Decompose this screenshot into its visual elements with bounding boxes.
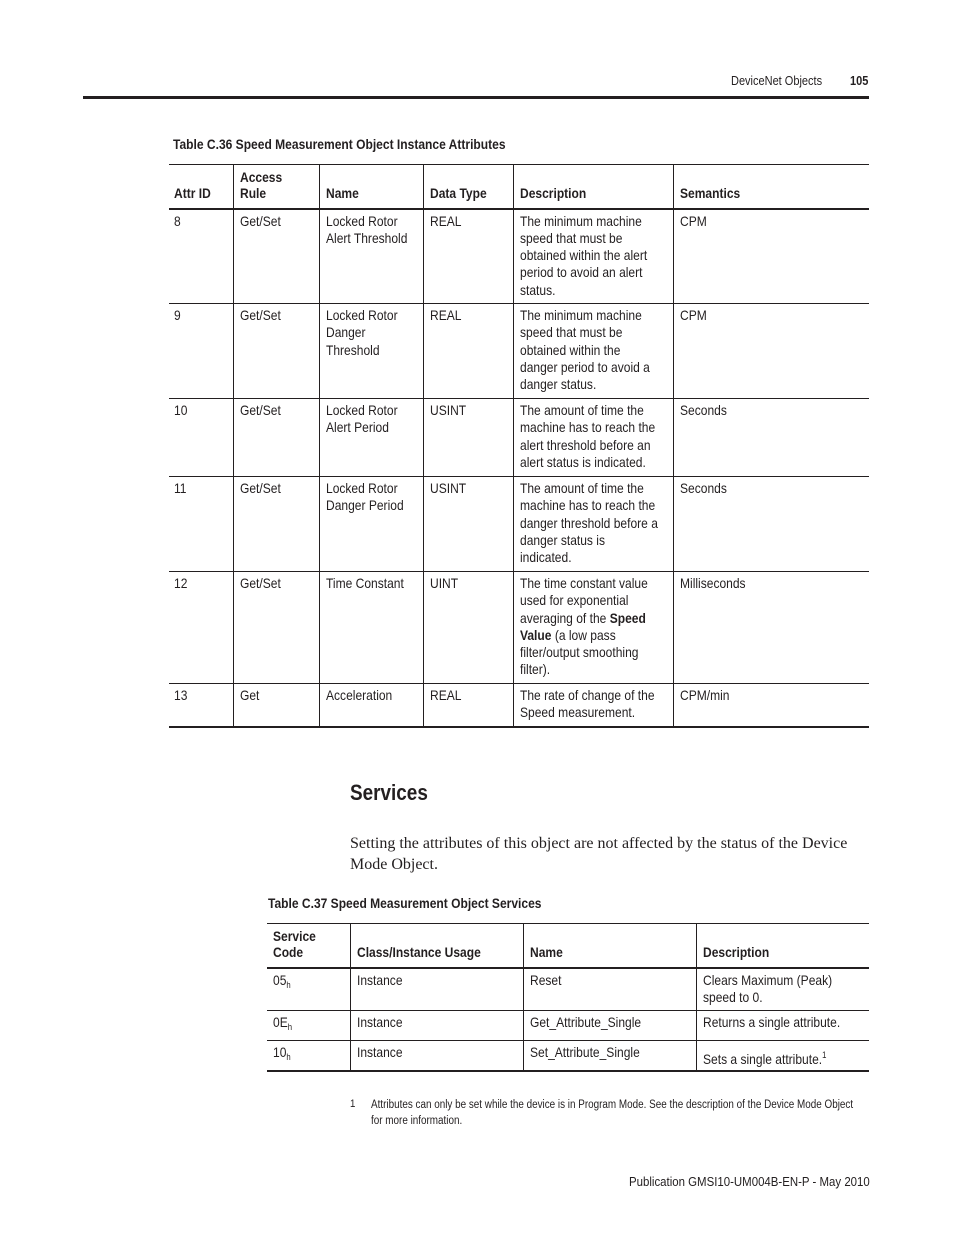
service-description: Sets a single attribute.$^1$ — [702, 1050, 826, 1067]
col-header-service-name: Name — [523, 924, 696, 968]
attr-id: 8 — [174, 212, 181, 229]
service-name: Set_Attribute_Single — [529, 1044, 640, 1060]
footnote-text: Attributes can only be set while the device is in Program Mode. See the description of the Device Mode Object for more information. — [371, 1099, 854, 1127]
table-c36-header-row — [169, 165, 869, 209]
attr-id: 11 — [174, 480, 187, 496]
table-row — [267, 1011, 869, 1041]
semantics: CPM — [679, 212, 707, 229]
attr-description: The amount of time the machine has to reach the alert threshold before an alert status is indicated. — [519, 402, 655, 470]
col-header-attr-id: Attr ID — [174, 185, 211, 201]
attr-name: Locked Rotor Danger Period — [325, 480, 404, 514]
attr-id: 13 — [174, 687, 188, 703]
attr-description: The minimum machine speed that must be obtained within the alert period to avoid an alert status. — [519, 212, 647, 298]
access-rule: Get/Set — [239, 307, 281, 323]
running-header-section: DeviceNet Objects — [731, 74, 823, 88]
semantics: Seconds — [679, 480, 727, 496]
service-name: Get_Attribute_Single — [529, 1014, 641, 1030]
access-rule: Get/Set — [239, 480, 281, 496]
table-row — [169, 684, 869, 727]
data-type: REAL — [429, 212, 461, 229]
table-c37-header-row — [267, 924, 869, 968]
service-usage: Instance — [356, 971, 403, 988]
attr-name: Locked Rotor Alert Threshold — [325, 212, 407, 246]
semantics: CPM — [679, 307, 707, 323]
semantics: Milliseconds — [679, 575, 746, 591]
access-rule: Get/Set — [239, 212, 281, 229]
service-name: Reset — [529, 971, 561, 988]
attr-id: 12 — [174, 575, 188, 591]
table-c37-caption: Table C.37 Speed Measurement Object Services — [268, 895, 542, 911]
attr-name: Acceleration — [325, 687, 392, 703]
semantics: CPM/min — [679, 687, 730, 703]
service-usage: Instance — [356, 1044, 403, 1060]
table-row — [169, 477, 869, 572]
service-code: $10_h$ — [273, 1044, 291, 1062]
col-header-access-rule: Access Rule — [233, 165, 319, 209]
attr-name: Locked Rotor Alert Period — [325, 402, 398, 436]
attr-name: Time Constant — [325, 575, 404, 591]
access-rule: Get — [239, 687, 259, 703]
table-c36 — [169, 164, 869, 728]
attr-description: The rate of change of the Speed measurement. — [519, 687, 655, 721]
table-row — [169, 572, 869, 684]
data-type: REAL — [429, 307, 461, 323]
publication-footer: Publication GMSI10-UM004B-EN-P - May 2010 — [629, 1174, 870, 1189]
col-header-service-code: Service Code — [273, 927, 316, 960]
access-rule: Get/Set — [239, 402, 281, 418]
attr-description: The minimum machine speed that must be obtained within the danger period to avoid a danger status. — [519, 307, 650, 393]
table-row — [169, 209, 869, 304]
service-code: $0E_h$ — [273, 1014, 293, 1032]
page-number: 105 — [850, 74, 869, 88]
attr-id: 9 — [174, 307, 181, 323]
col-header-data-type: Data Type — [423, 165, 513, 209]
data-type: USINT — [429, 480, 466, 496]
table-row — [267, 1041, 869, 1071]
col-header-semantics: Semantics — [673, 165, 869, 209]
service-usage: Instance — [356, 1014, 403, 1030]
col-header-name: Name — [319, 165, 423, 209]
data-type: UINT — [429, 575, 458, 591]
col-header-service-description: Description — [696, 924, 869, 968]
table-row — [267, 968, 869, 1011]
col-header-description: Description — [513, 165, 673, 209]
semantics: Seconds — [679, 402, 727, 418]
footnote-ref: 1 — [821, 1050, 826, 1060]
access-rule: Get/Set — [239, 575, 281, 591]
services-paragraph: Setting the attributes of this object are not affected by the status of the Device Mode Object. — [350, 835, 848, 873]
section-heading-services: Services — [350, 780, 428, 805]
table-c37 — [267, 923, 869, 1072]
table-row — [169, 399, 869, 477]
data-type: REAL — [429, 687, 461, 703]
header-rule — [83, 96, 869, 99]
attr-description: The time constant value used for exponential averaging of the Speed Value (a low pass filter/output smoothing filter). — [519, 575, 648, 678]
attr-description: The amount of time the machine has to reach the danger threshold before a danger status is indicated. — [519, 480, 658, 566]
table-c36-caption: Table C.36 Speed Measurement Object Instance Attributes — [173, 136, 506, 152]
service-description: Clears Maximum (Peak) speed to 0. — [702, 971, 832, 1005]
service-code: $05_h$ — [273, 971, 291, 990]
table-row — [169, 304, 869, 399]
service-description: Returns a single attribute. — [702, 1014, 840, 1030]
col-header-usage: Class/Instance Usage — [350, 924, 523, 968]
attr-id: 10 — [174, 402, 188, 418]
attr-name: Locked Rotor Danger Threshold — [325, 307, 398, 358]
data-type: USINT — [429, 402, 466, 418]
footnote-number: 1 — [350, 1098, 356, 1110]
